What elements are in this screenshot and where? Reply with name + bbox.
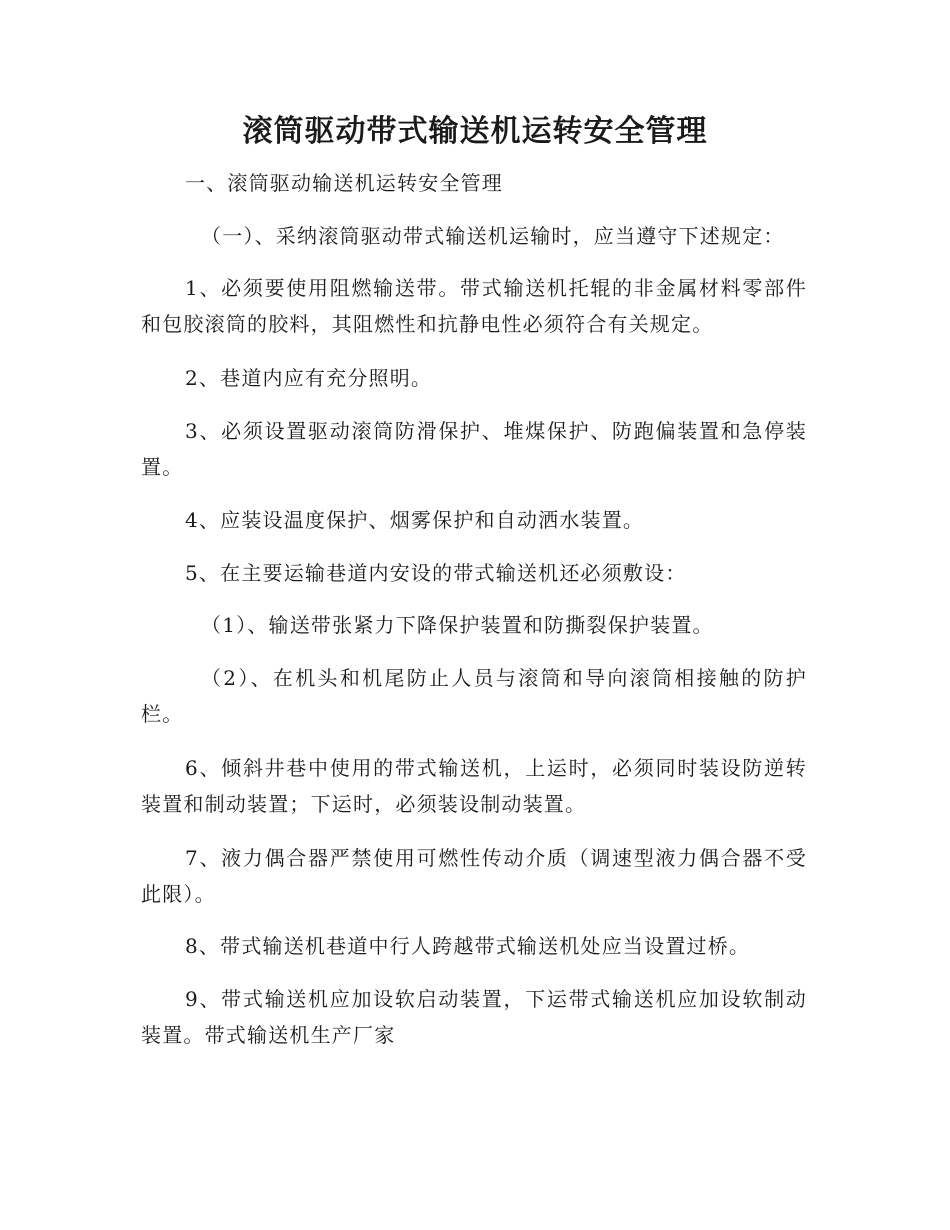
paragraph-item-8: 8、带式输送机巷道中行人跨越带式输送机处应当设置过桥。: [185, 934, 751, 958]
paragraph-item-3: 3、必须设置驱动滚筒防滑保护、堆煤保护、防跑偏装置和急停装置。: [141, 419, 807, 479]
paragraph-item-5: 5、在主要运输巷道内安设的带式输送机还必须敷设：: [185, 561, 687, 585]
paragraph-item-6: 6、倾斜井巷中使用的带式输送机，上运时，必须同时装设防逆转装置和制动装置；下运时，必须装设制动装置。: [141, 756, 807, 816]
paragraph-item-1: 1、必须要使用阻燃输送带。带式输送机托辊的非金属材料零部件和包胶滚筒的胶料，其阻燃性和抗静电性必须符合有关规定。: [141, 276, 807, 336]
paragraph-item-9: 9、带式输送机应加设软启动装置，下运带式输送机应加设软制动装置。带式输送机生产厂家: [141, 987, 807, 1047]
paragraph-item-2: 2、巷道内应有充分照明。: [185, 366, 433, 390]
paragraph-item-7: 7、液力偶合器严禁使用可燃性传动介质（调速型液力偶合器不受此限）。: [141, 846, 807, 906]
paragraph-item-4: 4、应装设温度保护、烟雾保护和自动洒水装置。: [185, 508, 645, 532]
paragraph-subitem-1: （1）、输送带张紧力下降保护装置和防撕裂保护装置。: [201, 613, 714, 637]
subsection-heading: （一）、采纳滚筒驱动带式输送机运输时，应当遵守下述规定：: [201, 224, 785, 248]
paragraph-subitem-2: （2）、在机头和机尾防止人员与滚筒和导向滚筒相接触的防护栏。: [141, 666, 807, 726]
section-heading: 一、滚筒驱动输送机运转安全管理: [185, 171, 503, 195]
document-title: 滚筒驱动带式输送机运转安全管理: [242, 114, 708, 149]
